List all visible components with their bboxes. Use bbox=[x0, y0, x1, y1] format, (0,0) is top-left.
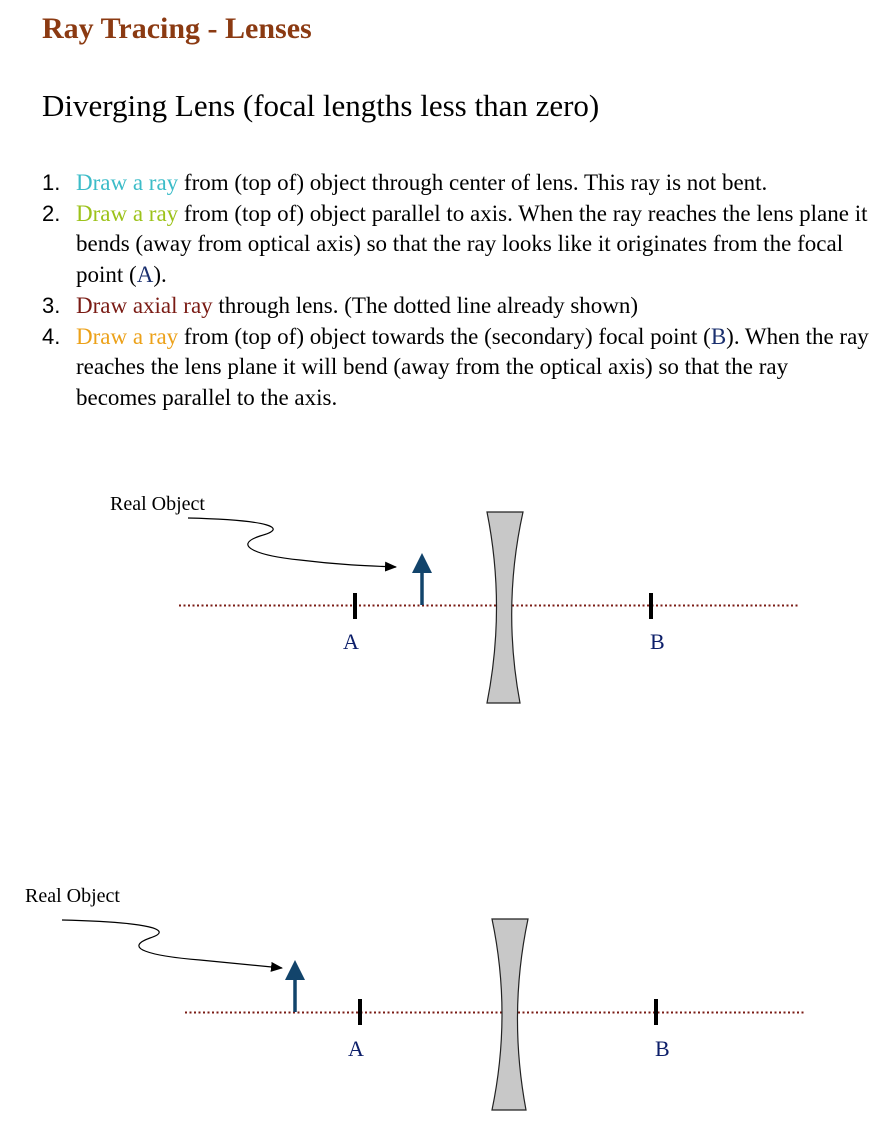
step-number: 1. bbox=[42, 170, 61, 195]
pointer-arrow bbox=[62, 920, 282, 968]
focal-label-a: A bbox=[348, 1036, 364, 1061]
step-text: through lens. (The dotted line already shown) bbox=[212, 292, 639, 318]
step-point: B bbox=[710, 323, 727, 349]
step-text: from (top of) object towards the (secondary) focal point ( bbox=[178, 323, 711, 349]
step-point: A bbox=[136, 262, 154, 288]
page-title: Ray Tracing - Lenses bbox=[42, 12, 312, 45]
step-number: 2. bbox=[42, 200, 61, 226]
step-number: 3. bbox=[42, 292, 61, 318]
step-number: 4. bbox=[42, 323, 61, 349]
step-highlight: Draw axial ray bbox=[76, 292, 213, 318]
step-tail: ). When the ray reaches the lens plane it will bend (away from the optical axis) so that the ray becomes parallel to the axis. bbox=[76, 323, 869, 410]
step-highlight: Draw a ray bbox=[76, 323, 179, 349]
focal-label-b: B bbox=[655, 1036, 670, 1061]
focal-label-b: B bbox=[650, 629, 665, 654]
step-highlight: Draw a ray bbox=[76, 170, 179, 195]
object-arrow-head bbox=[412, 553, 432, 573]
object-label: Real Object bbox=[25, 885, 120, 907]
step-text: from (top of) object through center of lens. This ray is not bent. bbox=[178, 170, 768, 195]
step-highlight: Draw a ray bbox=[76, 200, 179, 226]
diverging-lens bbox=[487, 512, 523, 703]
step-text: from (top of) object parallel to axis. When the ray reaches the lens plane it bends (away from optical axis) so that the ray looks like it originates from the focal point ( bbox=[76, 200, 868, 288]
focal-label-a: A bbox=[343, 629, 359, 654]
object-arrow-head bbox=[285, 960, 305, 980]
diagram-1 bbox=[110, 493, 799, 703]
diverging-lens bbox=[492, 919, 528, 1110]
pointer-arrow bbox=[188, 518, 396, 567]
step-tail: ). bbox=[153, 262, 167, 288]
diagram-2 bbox=[25, 885, 804, 1110]
object-label: Real Object bbox=[110, 493, 205, 515]
section-subtitle: Diverging Lens (focal lengths less than zero) bbox=[42, 88, 600, 123]
